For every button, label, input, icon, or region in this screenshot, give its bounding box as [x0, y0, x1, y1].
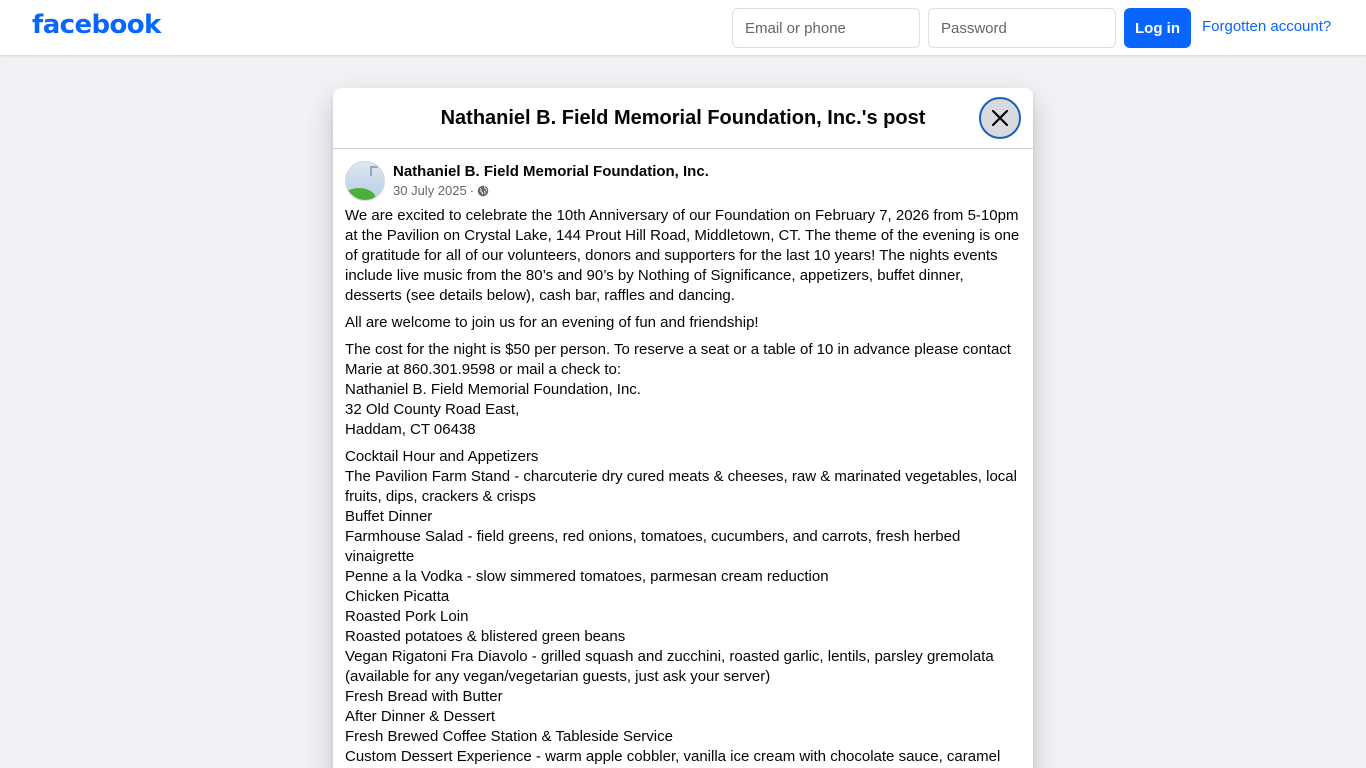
modal-header: [333, 88, 1033, 149]
close-icon: [991, 109, 1009, 127]
post-text-line: The cost for the night is $50 per person. To reserve a seat or a table of 10 in advance please contact Marie at 860.301.9598 or mail a check to:: [345, 341, 1011, 378]
menu-item: Vegan Rigatoni Fra Diavolo - grilled squash and zucchini, roasted garlic, lentils, parsley gremolata (available for any vegan/vegetarian guests, just ask your server): [345, 648, 994, 685]
password-input[interactable]: [928, 8, 1116, 48]
post-body: [333, 201, 1033, 767]
top-navbar: [0, 0, 1366, 56]
menu-section-heading: Buffet Dinner: [345, 508, 433, 525]
menu-item: Custom Dessert Experience - warm apple cobbler, vanilla ice cream with chocolate sauce, caramel: [345, 748, 1001, 765]
forgotten-account-link[interactable]: Forgotten account?: [1202, 18, 1332, 35]
post-text-line: All are welcome to join us for an evening of fun and friendship!: [345, 314, 759, 331]
menu-item: Fresh Brewed Coffee Station & Tableside Service: [345, 728, 673, 745]
modal-title: Nathaniel B. Field Memorial Foundation, Inc.'s post: [440, 106, 926, 129]
post-paragraph-menu: [345, 447, 1021, 767]
post-date-line: [393, 182, 709, 200]
avatar-decoration: [370, 166, 378, 176]
close-button[interactable]: [979, 97, 1021, 139]
page-avatar[interactable]: [345, 161, 385, 201]
menu-item: Farmhouse Salad - field greens, red onions, tomatoes, cucumbers, and carrots, fresh herbed vinaigrette: [345, 528, 961, 565]
post-meta: [393, 162, 709, 200]
meta-separator: ·: [469, 183, 475, 198]
post-text-line: We are excited to celebrate the 10th Anniversary of our Foundation on February 7, 2026 from 5-10pm at the Pavilion on Crystal Lake, 144 Prout Hill Road, Middletown, CT. The theme of the evening is one of gratitude for all of our volunteers, donors and supporters for the last 10 years! The nights events include live music from the 80’s and 90’s by Nothing of Significance, appetizers, buffet dinner, desserts (see details below), cash bar, raffles and dancing.: [345, 207, 1020, 304]
menu-item: Chicken Picatta: [345, 588, 450, 605]
menu-item: Penne a la Vodka - slow simmered tomatoes, parmesan cream reduction: [345, 568, 829, 585]
post-date-link[interactable]: 30 July 2025: [393, 183, 467, 198]
menu-item: The Pavilion Farm Stand - charcuterie dry cured meats & cheeses, raw & marinated vegetables, local fruits, dips, crackers & crisps: [345, 468, 1017, 505]
mailing-street: 32 Old County Road East,: [345, 401, 520, 418]
post-header: [333, 149, 1033, 201]
mailing-name: Nathaniel B. Field Memorial Foundation, Inc.: [345, 381, 641, 398]
post-modal: [333, 88, 1033, 768]
mailing-city: Haddam, CT 06438: [345, 421, 476, 438]
post-paragraph-welcome: [345, 313, 1021, 333]
menu-section-heading: Cocktail Hour and Appetizers: [345, 448, 539, 465]
login-button[interactable]: Log in: [1124, 8, 1191, 48]
post-paragraph-cost: [345, 340, 1021, 440]
globe-icon: [477, 185, 489, 197]
post-paragraph-intro: [345, 206, 1021, 306]
facebook-logo[interactable]: facebook: [32, 10, 161, 40]
menu-item: Roasted potatoes & blistered green beans: [345, 628, 626, 645]
email-or-phone-input[interactable]: [732, 8, 920, 48]
menu-item: Roasted Pork Loin: [345, 608, 469, 625]
menu-item: Fresh Bread with Butter: [345, 688, 503, 705]
post-author-link[interactable]: Nathaniel B. Field Memorial Foundation, Inc.: [393, 163, 709, 180]
avatar-hill: [345, 188, 376, 201]
menu-section-heading: After Dinner & Dessert: [345, 708, 496, 725]
